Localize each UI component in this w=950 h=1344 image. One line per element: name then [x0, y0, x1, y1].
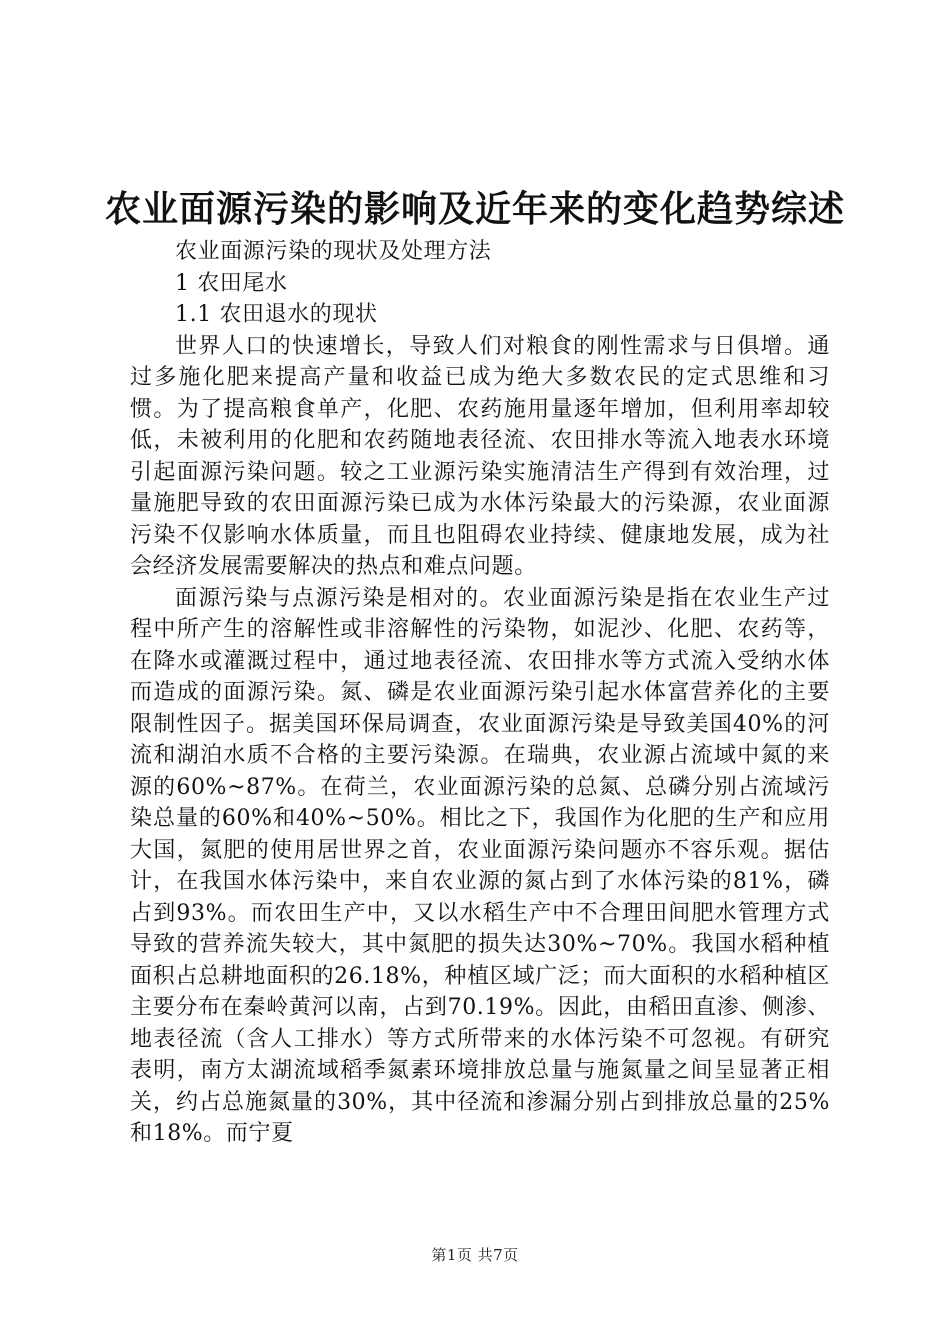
paragraph: 面源污染与点源污染是相对的。农业面源污染是指在农业生产过程中所产生的溶解性或非溶解性的污染物，如泥沙、化肥、农药等，在降水或灌溉过程中，通过地表径流、农田排水等方式流入受纳水体而造成的面源污染。氮、磷是农业面源污染引起水体富营养化的主要限制性因子。据美国环保局调查，农业面源污染是导致美国40%的河流和湖泊水质不合格的主要污染源。在瑞典，农业源占流域中氮的来源的60%~87%。在荷兰，农业面源污染的总氮、总磷分别占流域污染总量的60%和40%~50%。相比之下，我国作为化肥的生产和应用大国，氮肥的使用居世界之首，农业面源污染问题亦不容乐观。据估计，在我国水体污染中，来自农业源的氮占到了水体污染的81%，磷占到93%。而农田生产中，又以水稻生产中不合理田间肥水管理方式导致的营养流失较大，其中氮肥的损失达30%~70%。我国水稻种植面积占总耕地面积的26.18%，种植区域广泛；而大面积的水稻种植区主要分布在秦岭黄河以南，占到70.19%。因此，由稻田直渗、侧渗、地表径流（含人工排水）等方式所带来的水体污染不可忽视。有研究表明，南方太湖流域稻季氮素环境排放总量与施氮量之间呈显著正相关，约占总施氮量的30%，其中径流和渗漏分别占到排放总量的25%和18%。而宁夏 — [130, 585, 830, 1146]
subtitle: 农业面源污染的现状及处理方法 — [175, 239, 492, 264]
document-title: 农业面源污染的影响及近年来的变化趋势综述 — [104, 188, 845, 230]
paragraph: 世界人口的快速增长，导致人们对粮食的刚性需求与日俱增。通过多施化肥来提高产量和收益已成为绝大多数农民的定式思维和习惯。为了提高粮食单产，化肥、农药施用量逐年增加，但利用率却较低，未被利用的化肥和农药随地表径流、农田排水等流入地表水环境引起面源污染问题。较之工业源污染实施清洁生产得到有效治理，过量施肥导致的农田面源污染已成为水体污染最大的污染源，农业面源污染不仅影响水体质量，而且也阻碍农业持续、健康地发展，成为社会经济发展需要解决的热点和难点问题。 — [130, 333, 830, 579]
subsection-heading: 1.1 农田退水的现状 — [175, 302, 378, 327]
page-footer: 第1页 共7页 — [431, 1246, 519, 1264]
section-heading: 1 农田尾水 — [175, 270, 288, 296]
document-body — [130, 236, 830, 1150]
